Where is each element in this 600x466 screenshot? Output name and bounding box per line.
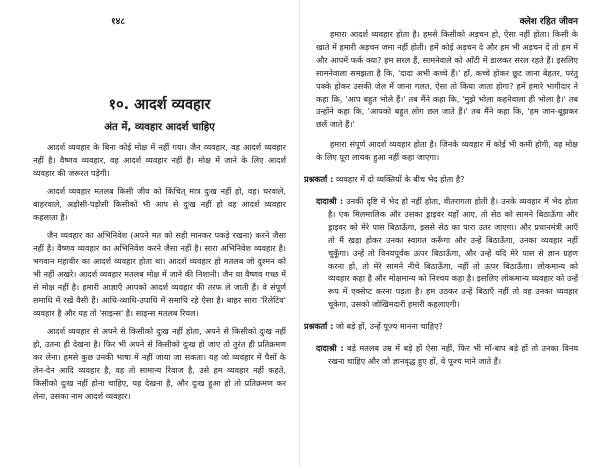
- paragraph: आदर्श व्यवहार मतलब किसी जीव को किंचित् मात्र दुःख नहीं हो, वह। घरवाले, बाहरवाले, अड़ोसी-पड़ोसी किसीको भी आप से दुःख नहीं हो वह आदर्श व्यवहार कहलाता है।: [33, 186, 286, 223]
- question-block: [304, 171, 578, 188]
- answerer-label: दादाश्री :: [316, 343, 344, 354]
- paragraph: हमारा आदर्श व्यवहार होता है। हमसे किसीको अड़चन हो, ऐसा नहीं होता। किसी के खाते में हमारी अड़चन जमा नहीं होती। हमें कोई अड़चन दे और हम भी अड़चन दें तो हम में और आपमें फर्क क्या? हम सरल हैं, सामनेवाले को आँटी में डालकर सरल रहते हैं। इसलिए सामनेवाला समझता है कि, 'दादा अभी कच्चे हैं।' हाँ, कच्चे होकर छूट जाना बेहतर, परंतु पक्के होकर उसकी जेल में जाना गलत, ऐसा तो किया जाता होगा? हमें हमारे भागीदार ने कहा कि, 'आप बहुत भोले हैं।' तब मैंने कहा कि, 'मुझे भोला कहनेवाला ही भोला है।' तब उन्होंने कहा कि, 'आपको बहुत लोग छल जाते हैं।' तब मैंने कहा कि, 'हम जान-बूझकर छलें जाते हैं।': [316, 29, 578, 130]
- right-page: [300, 0, 600, 466]
- paragraph: आदर्श व्यवहार से अपने से किसीको दुःख नहीं होता, अपने से किसीको दुःख नहीं हो, उतना ही देखना है। फिर भी अपने से किसीको दुःख हो जाए तो तुरंत ही प्रतिक्रमण कर लेना। हमसे कुछ उनकी भाषा में नहीं जाया जा सकता। यह जो व्यवहार में पैसों के लेन-देन आदि व्यवहार है, वह तो सामान्य रिवाज है, उसे हम व्यवहार नहीं कहते, किसीको दुःख नहीं होना चाहिए, यह देखना है, और दुःख हुआ हो तो प्रतिक्रमण कर लेना, उसका नाम आदर्श व्यवहार।: [33, 326, 286, 401]
- chapter-subtitle: अंत में, व्यवहार आदर्श चाहिए: [104, 122, 215, 133]
- question-block: [304, 318, 578, 335]
- question-text: व्यवहार में दो व्यक्तियों के बीच भेद होता है?: [333, 174, 465, 185]
- chapter-title: १०. आदर्श व्यवहार: [108, 97, 211, 113]
- questioner-label: प्रश्नकर्ता :: [304, 321, 334, 332]
- paragraph: आदर्श व्यवहार के बिना कोई मोक्ष में नहीं गया। जैन व्यवहार, वह आदर्श व्यवहार नहीं है। वैष्णव व्यवहार, वह आदर्श व्यवहार नहीं है। मोक्ष में जाने के लिए आदर्श व्यवहार की जरूरत पड़ेगी।: [33, 142, 286, 178]
- answerer-label: दादाश्री :: [316, 195, 344, 206]
- answer-block: [316, 342, 578, 368]
- paragraph: जैन व्यवहार का अभिनिवेश (अपने मत को सही मानकर पकड़े रखना) करने जैसा नहीं है। वैष्णव व्यवहार का अभिनिवेश करने जैसा नहीं है। सारा अभिनिवेश व्यवहार है। भगवान महावीर का आदर्श व्यवहार होता था। आदर्श व्यवहार हो मतलब जो दुश्मन को भी नहीं अखरे। आदर्श व्यवहार मतलब मोक्ष में जाने की निशानी। जैन या वैष्णव गच्छ में से मोक्ष नहीं है। हमारी आज्ञाएँ आपको आदर्श व्यवहार की तरफ ले जाती हैं। वे संपूर्ण समाधि में रखें वैसी हैं। आधि-व्याधि-उपाधि में समाधि रहे ऐसा है। बाहर सारा 'रिलेटिव' व्यवहार है और यह तो 'साइन्स' है। साइन्स मतलब रियल।: [33, 230, 286, 318]
- answer-text: बड़े मतलब उम्र में बड़े हों ऐसा नहीं, फिर भी माँ-बाप बड़े हों तो उनका विनय रखना चाहिए और जो ज्ञानवृद्ध हुए हों, वे पूज्य माने जाते हैं।: [328, 343, 579, 366]
- question-text: जो बड़े हों, उन्हें पूज्य मानना चाहिए?: [333, 321, 443, 332]
- page-number: १४८: [111, 17, 126, 27]
- questioner-label: प्रश्नकर्ता :: [304, 174, 334, 185]
- right-running-header: [316, 14, 578, 28]
- left-running-header: [33, 14, 286, 28]
- paragraph: हमारा संपूर्ण आदर्श व्यवहार होता है। जिनके व्यवहार में कोई भी कमी होगी, वह मोक्ष के लिए पूरा लायक हुआ नहीं कहा जाएगा।: [316, 139, 578, 163]
- book-title: क्लेश रहित जीवन: [519, 17, 578, 27]
- answer-text: उनकी दृष्टि में भेद हो नहीं होता, वीतरागता होती है। उनके व्यवहार में भेद होता है। एक मिलमालिक और उसका ड्राइवर यहाँ आए, तो सेठ को सामने बिठाऊँगा और ड्राइवर को मेरे पास बिठाऊँगा, इससे सेठ का पारा उतर जाएगा। और प्रधानमंत्री आएँ तो मैं खड़ा होकर उनका स्वागत करूँगा और उन्हें बिठाऊँगा, उनका व्यवहार नहीं चूकूँगा। उन्हें तो विनयपूर्वक ऊपर बिठाऊँगा, और उन्हें यदि मेरे पास से ज्ञान ग्रहण करना हो, तो मेरे सामने नीचे बिठाऊँगा, नहीं तो ऊपर बिठाऊँगा। लोकमान्य को व्यवहार कहा है और मोक्षमान्य को निश्चय कहा है। इसलिए लोकमान्य व्यवहार को उन्हें रूप में एक्सेप्ट करना पड़ता है। हम उठकर उन्हें बिठाएँ नहीं तो वह उनका व्यवहार चूकेगा, उसको जोखिमदारी हमारी कहलाएगी।: [328, 195, 578, 310]
- answer-block: [316, 195, 578, 311]
